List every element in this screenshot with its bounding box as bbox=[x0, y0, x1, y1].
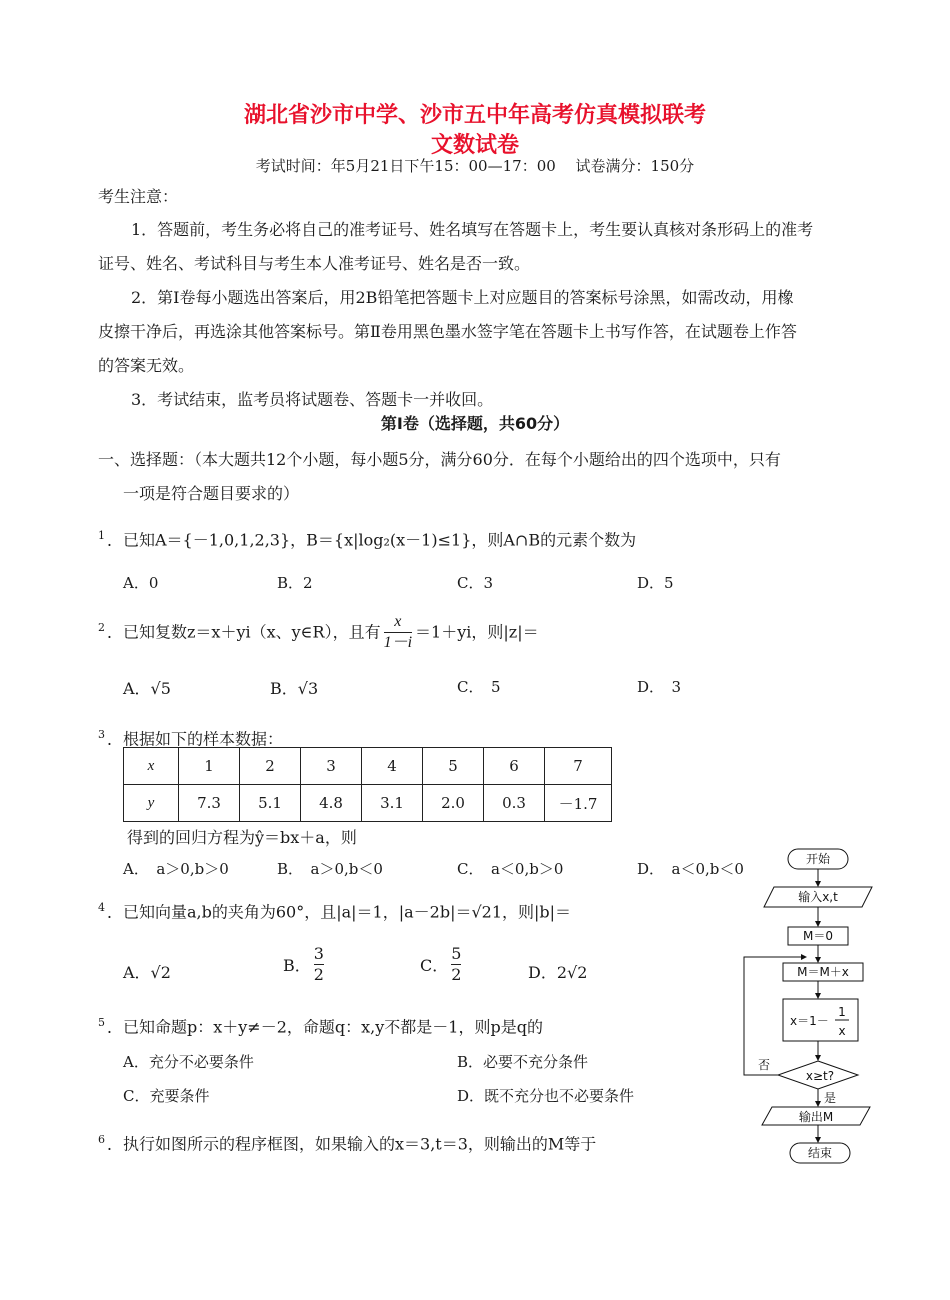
section-intro: 一、选择题：（本大题共12个小题，每小题5分，满分60分．在每个小题给出的四个选项中，只有 bbox=[98, 450, 781, 469]
table-cell: 6 bbox=[484, 748, 545, 785]
flow-init-label: M＝0 bbox=[803, 929, 833, 943]
fraction bbox=[451, 944, 461, 985]
question-text: ．已知A＝{－1,0,1,2,3}，B＝{x|log₂(x－1)≤1}，则A∩B的元素个数为 bbox=[107, 530, 637, 550]
table-cell: 7.3 bbox=[179, 785, 240, 822]
q3-option-a: A． a＞0,b＞0 bbox=[123, 860, 229, 878]
notice-heading: 考生注意： bbox=[98, 187, 179, 206]
table-cell: 4.8 bbox=[301, 785, 362, 822]
table-cell: 4 bbox=[362, 748, 423, 785]
notice-item-3: 3．考试结束，监考员将试题卷、答题卡一并收回。 bbox=[131, 390, 494, 409]
table-row-x bbox=[124, 748, 612, 785]
question-number: 4 bbox=[98, 901, 105, 914]
table-cell: 7 bbox=[545, 748, 612, 785]
question-number: 5 bbox=[98, 1016, 105, 1029]
table-cell: 2 bbox=[240, 748, 301, 785]
q1-option-c: C．3 bbox=[457, 574, 494, 592]
section-title: 第Ⅰ卷（选择题，共60分） bbox=[380, 414, 570, 433]
q3-option-c: C． a＜0,b＞0 bbox=[457, 860, 564, 878]
flow-no-label: 否 bbox=[758, 1058, 771, 1072]
question-4 bbox=[98, 898, 571, 922]
q2-option-a: A．√5 bbox=[123, 679, 171, 698]
table-cell: 5 bbox=[423, 748, 484, 785]
table-row-y bbox=[124, 785, 612, 822]
question-text: ．根据如下的样本数据： bbox=[107, 729, 284, 749]
question-3 bbox=[98, 725, 283, 749]
q4-option-c: C． $\frac{5}{2}$ bbox=[420, 944, 462, 984]
table-cell: y bbox=[124, 785, 179, 822]
flow-start-label: 开始 bbox=[805, 852, 831, 866]
q3-regression-text: 得到的回归方程为ŷ＝bx＋a，则 bbox=[127, 828, 357, 847]
question-number: 2 bbox=[98, 621, 105, 634]
notice-item-2-cont2: 的答案无效。 bbox=[98, 356, 195, 375]
question-6 bbox=[98, 1130, 596, 1154]
q5-option-b: B．必要不充分条件 bbox=[457, 1053, 589, 1071]
q5-option-d: D．既不充分也不必要条件 bbox=[457, 1087, 635, 1105]
question-text: ．已知向量a,b的夹角为60°，且|a|＝1，|a－2b|＝√21，则|b|＝ bbox=[107, 902, 572, 922]
q4-option-d: D．2√2 bbox=[528, 963, 588, 982]
q3-option-b: B． a＞0,b＜0 bbox=[277, 860, 383, 878]
q2-option-b: B．√3 bbox=[270, 679, 319, 698]
question-text-cont: ＝1＋yi，则|z|＝ bbox=[415, 622, 539, 642]
fraction-numerator: x bbox=[394, 613, 402, 631]
notice-item-1: 1．答题前，考生务必将自己的准考证号、姓名填写在答题卡上，考生要认真核对条形码上的准考 bbox=[131, 220, 814, 239]
flow-condition-label: x≥t? bbox=[805, 1069, 835, 1083]
q2-option-c: C． 5 bbox=[457, 678, 501, 696]
question-2 bbox=[98, 610, 539, 653]
flow-step2-denominator: x bbox=[838, 1024, 846, 1038]
table-cell: －1.7 bbox=[545, 785, 612, 822]
q1-option-b: B．2 bbox=[277, 574, 313, 592]
question-text: ．执行如图所示的程序框图，如果输入的x＝3,t＝3，则输出的M等于 bbox=[107, 1134, 597, 1154]
question-number: 6 bbox=[98, 1133, 105, 1146]
table-cell: 0.3 bbox=[484, 785, 545, 822]
fraction-denominator: 1－i bbox=[383, 634, 413, 652]
q2-option-d: D． 3 bbox=[637, 678, 682, 696]
question-1 bbox=[98, 526, 636, 550]
fraction-denominator: 2 bbox=[313, 965, 324, 984]
flow-step2-label: x＝1－ bbox=[790, 1014, 829, 1028]
question-text: ．已知复数z＝x＋yi（x、y∈R），且有 bbox=[107, 622, 381, 642]
flow-end-label: 结束 bbox=[807, 1146, 833, 1160]
question-number: 3 bbox=[98, 728, 105, 741]
fraction bbox=[314, 944, 324, 985]
flow-step2-numerator: 1 bbox=[838, 1005, 846, 1019]
question-number: 1 bbox=[98, 529, 105, 542]
exam-info: 考试时间：年5月21日下午15：00—17：00 试卷满分：150分 bbox=[255, 157, 695, 175]
fraction-numerator: 5 bbox=[451, 944, 462, 963]
flow-step1-label: M＝M＋x bbox=[797, 965, 849, 979]
table-cell: 1 bbox=[179, 748, 240, 785]
table-cell: 2.0 bbox=[423, 785, 484, 822]
exam-title: 湖北省沙市中学、沙市五中年高考仿真模拟联考 bbox=[243, 103, 706, 128]
fraction-numerator: 3 bbox=[313, 944, 324, 963]
fraction bbox=[384, 612, 412, 653]
exam-subtitle: 文数试卷 bbox=[430, 133, 519, 158]
table-cell: 3 bbox=[301, 748, 362, 785]
q5-option-c: C．充要条件 bbox=[123, 1087, 210, 1105]
q1-option-d: D．5 bbox=[637, 574, 674, 592]
notice-item-1-cont: 证号、姓名、考试科目与考生本人准考证号、姓名是否一致。 bbox=[98, 254, 531, 273]
flow-input-label: 输入x,t bbox=[798, 890, 838, 904]
table-cell: 3.1 bbox=[362, 785, 423, 822]
table-cell: x bbox=[124, 748, 179, 785]
question-text: ．已知命题p：x＋y≠－2，命题q：x,y不都是－1，则p是q的 bbox=[107, 1017, 543, 1037]
sample-data-table bbox=[123, 747, 612, 822]
q4-option-b: B． $\frac{3}{2}$ bbox=[283, 944, 324, 984]
section-intro-cont: 一项是符合题目要求的） bbox=[123, 484, 300, 503]
q1-option-a: A．0 bbox=[123, 574, 159, 592]
fraction-denominator: 2 bbox=[451, 965, 462, 984]
q3-option-d: D． a＜0,b＜0 bbox=[637, 860, 744, 878]
question-5 bbox=[98, 1013, 543, 1037]
program-flowchart bbox=[738, 840, 898, 1170]
notice-item-2: 2．第Ⅰ卷每小题选出答案后，用2B铅笔把答题卡上对应题目的答案标号涂黑，如需改动，用橡 bbox=[131, 288, 794, 307]
notice-item-2-cont: 皮擦干净后，再选涂其他答案标号。第Ⅱ卷用黑色墨水签字笔在答题卡上书写作答，在试题卷上作答 bbox=[98, 322, 797, 341]
q4-option-a: A．√2 bbox=[123, 963, 171, 982]
q5-option-a: A．充分不必要条件 bbox=[123, 1053, 254, 1071]
flow-yes-label: 是 bbox=[824, 1091, 837, 1105]
flow-output-label: 输出M bbox=[798, 1110, 834, 1124]
table-cell: 5.1 bbox=[240, 785, 301, 822]
